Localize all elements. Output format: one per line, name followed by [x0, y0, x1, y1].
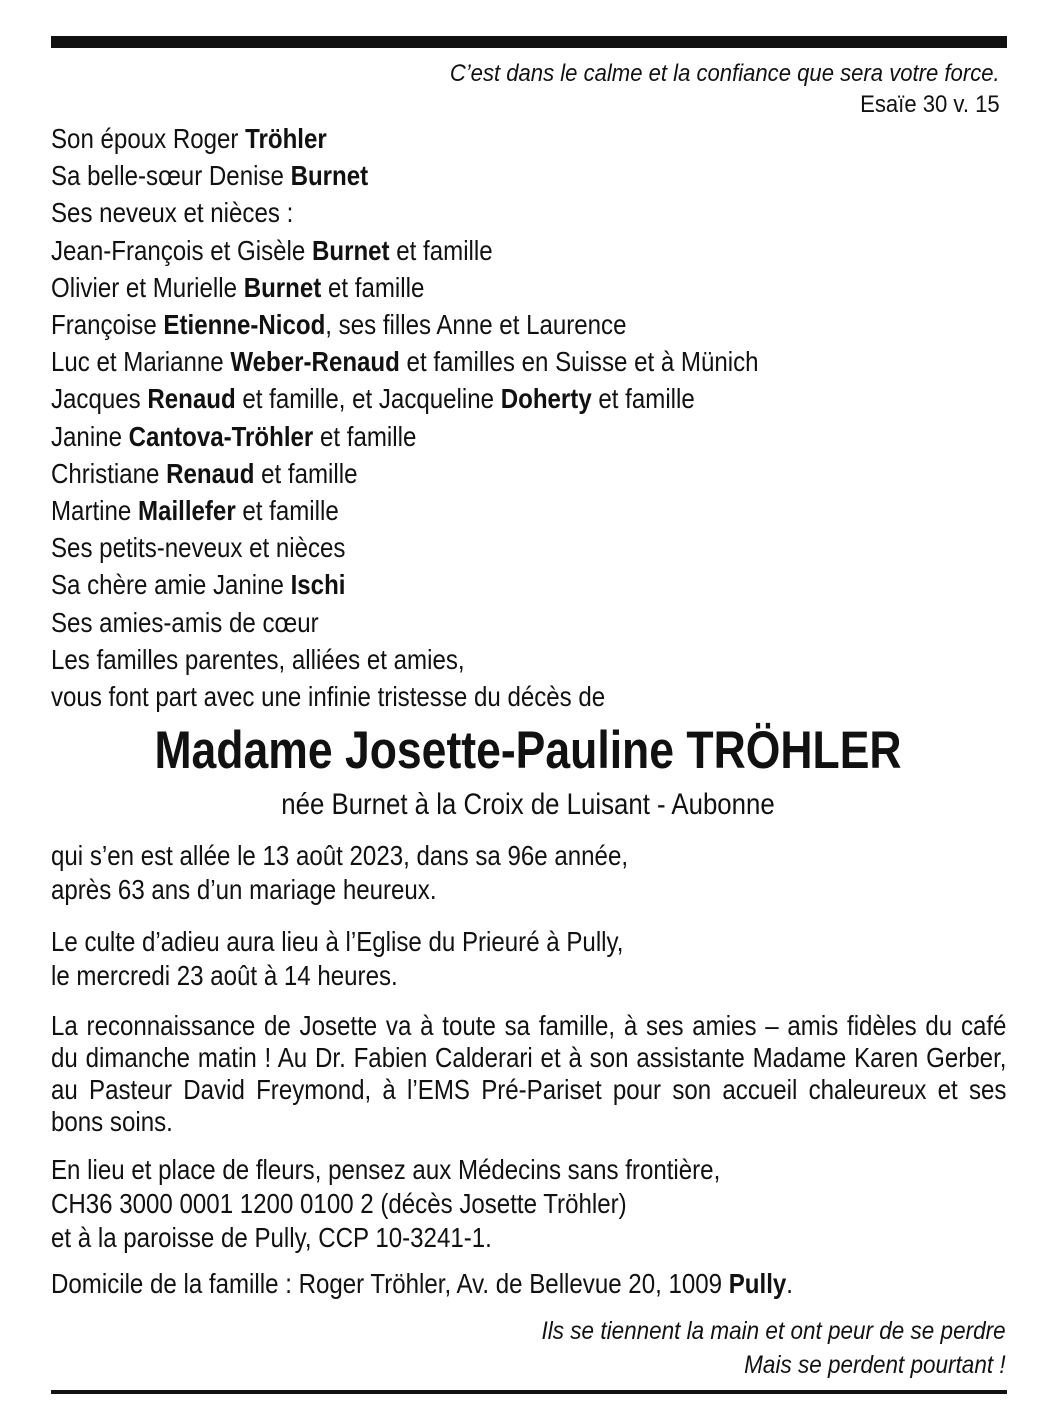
family-member-line [51, 380, 759, 417]
family-member-line [51, 306, 759, 343]
family-surname: Burnet [290, 160, 369, 192]
family-surname: Renaud [166, 457, 255, 489]
family-text: et famille [389, 234, 493, 266]
closing-verse [542, 1314, 1006, 1382]
family-text: Ses petits-neveux et nièces [51, 532, 346, 564]
family-text: et famille [235, 495, 339, 527]
family-surname: Renaud [147, 383, 236, 415]
family-text: Ses neveux et nièces : [51, 197, 294, 229]
closing-line: Ils se tiennent la main et ont peur de se perdre [541, 1317, 1006, 1345]
family-text: Olivier et Murielle [51, 271, 244, 303]
family-member-line [51, 492, 759, 529]
closing-line: Mais se perdent pourtant ! [744, 1351, 1006, 1379]
family-text: Jean-François et Gisèle [51, 234, 312, 266]
death-notice-line: qui s’en est allée le 13 août 2023, dans sa 96e année, [51, 840, 629, 871]
death-notice [51, 839, 628, 907]
family-member-line [51, 678, 759, 715]
family-member-line [51, 194, 759, 231]
gratitude-paragraph: La reconnaissance de Josette va à toute sa famille, à ses amies – amis fidèles du café du dimanche matin ! Au Dr. Fabien Calderari et à son assistante Madame Karen Gerber, au Pasteur David Freymond, à l’EMS Pré-Pariset pour son accueil chaleureux et ses bons soins. [51, 1010, 1007, 1137]
family-text: Ses amies-amis de cœur [51, 606, 319, 638]
family-surname: Ischi [290, 569, 346, 601]
donations-line: et à la paroisse de Pully, CCP 10-3241-1. [51, 1222, 492, 1253]
birth-name: née Burnet à la Croix de Luisant - Aubonne [281, 788, 775, 821]
epigraph-quote: C’est dans le calme et la confiance que sera votre force. [450, 60, 1000, 87]
donations-info [51, 1153, 720, 1255]
family-surname: Burnet [311, 234, 390, 266]
family-member-line [51, 269, 759, 306]
family-member-line [51, 641, 759, 678]
family-text: et familles en Suisse et à Münich [399, 346, 759, 378]
family-surname: Doherty [500, 383, 592, 415]
family-text: Les familles parentes, alliées et amies, [51, 643, 465, 675]
family-surname: Cantova-Tröhler [128, 420, 314, 452]
family-text: Sa belle-sœur Denise [51, 160, 291, 192]
deceased-name: Madame Josette-Pauline TRÖHLER [154, 721, 902, 780]
family-member-line [51, 604, 759, 641]
family-text: et famille, et Jacqueline [235, 383, 501, 415]
family-member-line [51, 343, 759, 380]
family-member-line [51, 120, 759, 157]
family-member-line [51, 566, 759, 603]
family-text: , ses filles Anne et Laurence [325, 309, 627, 341]
domicile-text: Domicile de la famille : Roger Tröhler, Av. de Bellevue 20, 1009 [51, 1268, 729, 1299]
donations-line: En lieu et place de fleurs, pensez aux Médecins sans frontière, [51, 1154, 721, 1185]
family-surname: Tröhler [245, 123, 327, 154]
family-text: et famille [591, 383, 695, 415]
family-member-line [51, 157, 759, 194]
family-text: et famille [321, 271, 425, 303]
service-info [51, 925, 623, 993]
family-member-line [51, 529, 759, 566]
family-text: et famille [313, 420, 417, 452]
donations-line: CH36 3000 0001 1200 0100 2 (décès Josette Tröhler) [51, 1188, 627, 1219]
family-text: Son époux Roger [51, 123, 246, 154]
family-text: vous font part avec une infinie tristesse du décès de [51, 681, 606, 713]
family-domicile [51, 1267, 793, 1301]
family-member-line [51, 232, 759, 269]
death-notice-line: après 63 ans d’un mariage heureux. [51, 874, 437, 905]
family-surname: Etienne-Nicod [163, 309, 326, 341]
domicile-city: Pully [728, 1268, 787, 1299]
family-text: Martine [51, 495, 138, 527]
family-text: et famille [254, 457, 358, 489]
epigraph-reference: Esaïe 30 v. 15 [860, 91, 1000, 118]
epigraph [450, 58, 1000, 120]
family-text: Sa chère amie Janine [51, 569, 291, 601]
family-surname: Burnet [243, 271, 322, 303]
family-list [51, 120, 759, 715]
family-text: Françoise [51, 309, 164, 341]
family-surname: Maillefer [137, 495, 236, 527]
family-member-line [51, 455, 759, 492]
family-text: Jacques [51, 383, 148, 415]
family-text: Christiane [51, 457, 167, 489]
family-text: Janine [51, 420, 129, 452]
top-rule [51, 36, 1007, 48]
domicile-line [51, 1267, 793, 1301]
family-surname: Weber-Renaud [230, 346, 400, 378]
family-member-line [51, 418, 759, 455]
family-text: Luc et Marianne [51, 346, 231, 378]
domicile-end: . [786, 1268, 793, 1299]
service-line: Le culte d’adieu aura lieu à l’Eglise du Prieuré à Pully, [51, 926, 624, 957]
bottom-rule [51, 1390, 1007, 1394]
service-line: le mercredi 23 août à 14 heures. [51, 960, 398, 991]
